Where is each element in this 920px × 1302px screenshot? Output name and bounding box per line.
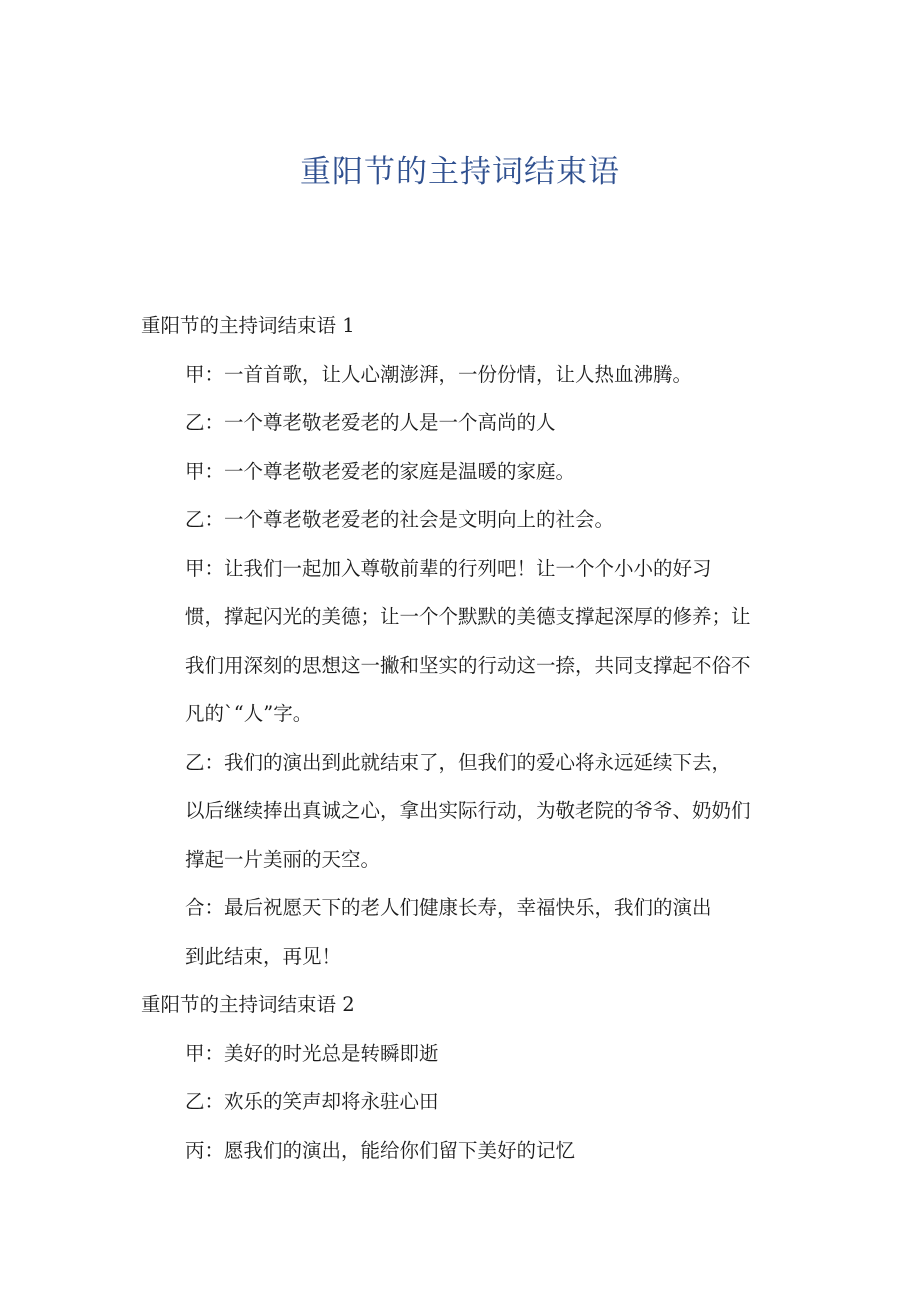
dialogue-paragraph [141,351,801,400]
text-line: 甲：让我们一起加入尊敬前辈的行列吧！让一个个小小的好习 [185,556,712,580]
section-1 [141,302,801,981]
dialogue-paragraph [141,448,801,497]
text-line: 乙：一个尊老敬老爱老的人是一个高尚的人 [185,411,556,434]
dialogue-paragraph [141,1078,801,1127]
section-heading: 重阳节的主持词结束语 1 [141,314,355,337]
text-line: 乙：欢乐的笑声却将永驻心田 [185,1090,439,1113]
dialogue-paragraph [141,496,801,545]
section-heading: 重阳节的主持词结束语 2 [141,993,355,1016]
text-line: 撑起一片美丽的天空。 [185,847,381,871]
dialogue-paragraph [141,884,801,981]
document-title: 重阳节的主持词结束语 [300,154,620,190]
dialogue-paragraph [141,399,801,448]
text-line: 乙：我们的演出到此就结束了，但我们的爱心将永远延续下去， [185,750,732,774]
text-line: 以后继续捧出真诚之心，拿出实际行动，为敬老院的爷爷、奶奶们 [185,799,751,822]
text-line: 乙：一个尊老敬老爱老的社会是文明向上的社会。 [185,508,615,531]
text-line: 合：最后祝愿天下的老人们健康长寿，幸福快乐，我们的演出 [185,896,712,919]
text-line: 我们用深刻的思想这一撇和坚实的行动这一捺，共同支撑起不俗不 [185,653,751,677]
dialogue-paragraph [141,1030,801,1079]
document-body [141,302,801,1175]
text-line: 凡的`“人”字。 [185,702,313,725]
text-line: 到此结束，再见！ [185,944,342,968]
section-2 [141,981,801,1175]
dialogue-paragraph [141,545,801,739]
text-line: 甲：一个尊老敬老爱老的家庭是温暖的家庭。 [185,459,576,483]
dialogue-paragraph [141,739,801,885]
text-line: 丙：愿我们的演出，能给你们留下美好的记忆 [185,1138,576,1162]
text-line: 惯，撑起闪光的美德；让一个个默默的美德支撑起深厚的修养；让 [185,605,751,628]
text-line: 甲：一首首歌，让人心潮澎湃，一份份情，让人热血沸腾。 [185,362,693,386]
text-line: 甲：美好的时光总是转瞬即逝 [185,1041,439,1065]
dialogue-paragraph [141,1127,801,1176]
